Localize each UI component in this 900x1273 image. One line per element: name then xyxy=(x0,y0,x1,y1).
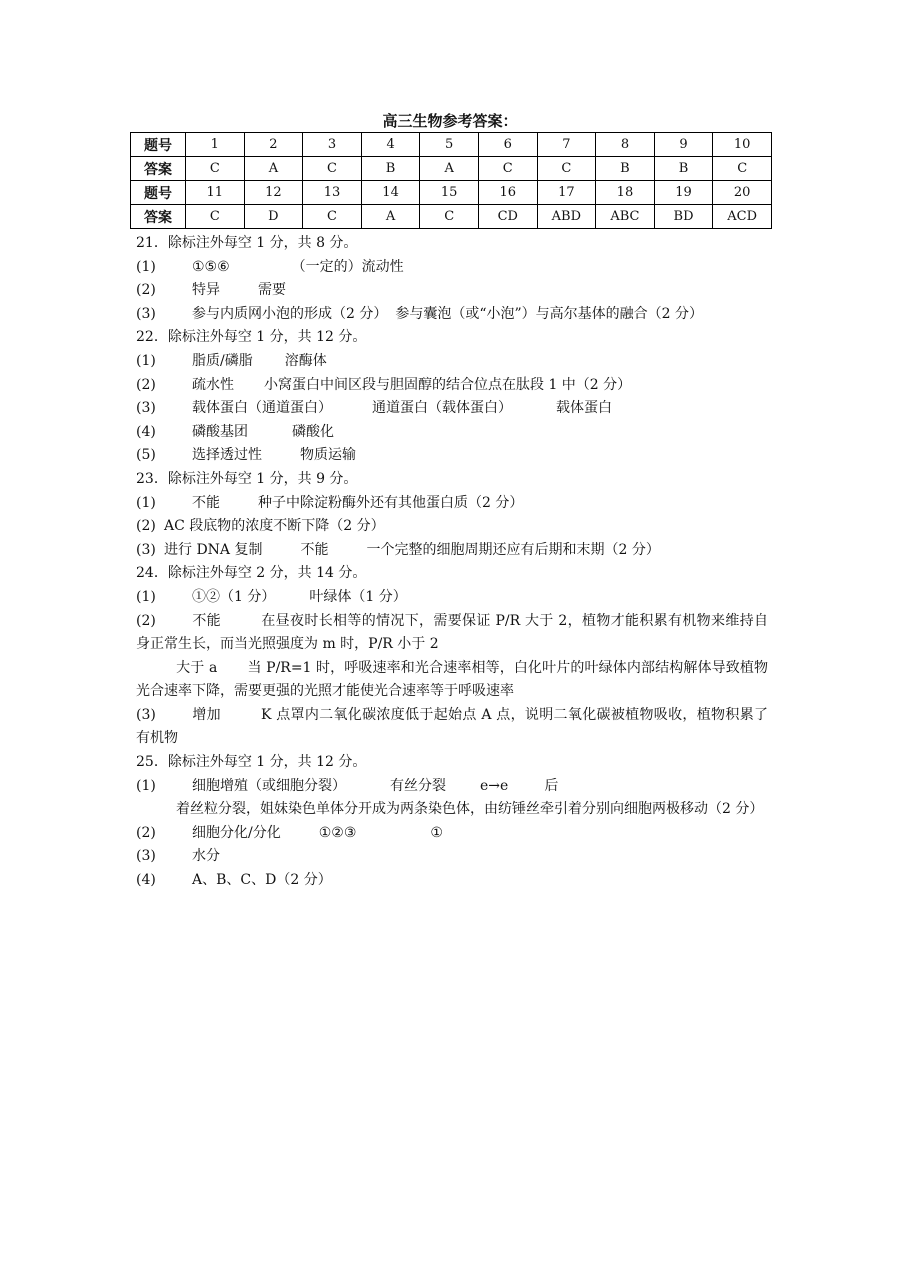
answer-line xyxy=(136,586,768,610)
answer-text: AC 段底物的浓度不断下降（2 分） xyxy=(164,518,385,535)
answer-line xyxy=(136,869,768,893)
answer-text: 需要 xyxy=(258,282,286,299)
answer-text: 选择透过性 xyxy=(192,447,262,464)
table-cell: 11 xyxy=(186,181,245,205)
answer-text: ①②（1 分） xyxy=(192,588,276,605)
answer-line xyxy=(136,350,768,374)
answer-text: 溶酶体 xyxy=(284,352,327,369)
table-row xyxy=(131,181,772,205)
answer-line xyxy=(136,397,768,421)
answer-line xyxy=(136,279,768,303)
answer-paragraph xyxy=(136,704,768,751)
answer-text: 小窝蛋白中间区段与胆固醇的结合位点在肽段 1 中（2 分） xyxy=(264,376,632,393)
answer-line xyxy=(136,515,768,539)
table-cell: C xyxy=(420,205,479,229)
answer-text: 不能 xyxy=(300,541,329,558)
item-number: (2) xyxy=(136,612,156,629)
answer-text: 脂质/磷脂 xyxy=(192,352,253,369)
answer-text: K 点罩内二氧化碳浓度低于起始点 A 点，说明二氧化碳被植物吸收，植物积累了有机物 xyxy=(136,706,769,747)
item-number: (1) xyxy=(136,588,156,605)
item-number: (1) xyxy=(136,494,156,511)
table-cell: C xyxy=(537,157,596,181)
table-cell: C xyxy=(303,157,362,181)
answer-table xyxy=(130,132,772,229)
table-cell: C xyxy=(186,205,245,229)
item-number: (3) xyxy=(136,706,156,723)
table-cell: 13 xyxy=(303,181,362,205)
table-cell: 8 xyxy=(596,133,655,157)
item-number: (3) xyxy=(136,400,156,417)
section-heading: 21．除标注外每空 1 分，共 8 分。 xyxy=(136,235,358,251)
table-cell: C xyxy=(186,157,245,181)
table-cell: CD xyxy=(478,205,537,229)
item-number: (2) xyxy=(136,376,156,393)
item-number: (4) xyxy=(136,423,156,440)
answer-text: 物质运输 xyxy=(300,447,356,464)
table-row xyxy=(131,133,772,157)
section-heading: 23．除标注外每空 1 分，共 9 分。 xyxy=(136,470,358,487)
answer-text: 叶绿体（1 分） xyxy=(309,588,407,605)
answer-text: 当 P/R=1 时，呼吸速率和光合速率相等，白化叶片的叶绿体内部结构解体导致植物光合速率下降，需要更强的光照才能使光合速率等于呼吸速率 xyxy=(136,659,768,700)
answer-text: 细胞分化/分化 xyxy=(192,824,281,841)
table-cell: B xyxy=(654,157,713,181)
answer-text: 增加 xyxy=(192,706,221,723)
table-cell: BD xyxy=(654,205,713,229)
page-title: 高三生物参考答案： xyxy=(382,112,518,130)
row-label: 题号 xyxy=(131,181,186,205)
answer-text: 疏水性 xyxy=(192,376,234,393)
answer-text: 一个完整的细胞周期还应有后期和末期（2 分） xyxy=(366,541,660,558)
answer-text: 有丝分裂 xyxy=(390,777,446,794)
answer-text: 细胞增殖（或细胞分裂） xyxy=(192,777,346,794)
table-cell: C xyxy=(478,157,537,181)
answer-line xyxy=(136,444,768,468)
answer-paragraph xyxy=(136,657,768,704)
answer-text: 磷酸化 xyxy=(292,423,334,440)
item-number: (5) xyxy=(136,447,156,464)
table-cell: ABD xyxy=(537,205,596,229)
answer-line xyxy=(136,374,768,398)
table-cell: B xyxy=(596,157,655,181)
answer-text: 着丝粒分裂，姐妹染色单体分开成为两条染色体，由纺锤丝牵引着分别向细胞两极移动（2 分） xyxy=(176,801,764,818)
table-cell: B xyxy=(361,157,420,181)
table-cell: 6 xyxy=(478,133,537,157)
answer-text: e→e xyxy=(480,777,509,794)
answer-line xyxy=(136,421,768,445)
answer-text: （一定的）流动性 xyxy=(291,258,404,275)
table-cell: 9 xyxy=(654,133,713,157)
table-cell: 16 xyxy=(478,181,537,205)
answer-line xyxy=(136,775,768,799)
answer-line xyxy=(136,539,768,563)
row-label: 题号 xyxy=(131,133,186,157)
item-number: (2) xyxy=(136,824,156,841)
table-cell: 3 xyxy=(303,133,362,157)
answer-text: 后 xyxy=(544,777,559,794)
answer-text: 载体蛋白（通道蛋白） xyxy=(192,400,332,417)
answer-text: 进行 DNA 复制 xyxy=(164,541,263,558)
item-number: (3) xyxy=(136,541,156,558)
answer-text: 磷酸基团 xyxy=(192,423,248,440)
table-cell: ABC xyxy=(596,205,655,229)
table-cell: C xyxy=(713,157,772,181)
table-cell: ACD xyxy=(713,205,772,229)
answer-text: 在昼夜时长相等的情况下，需要保证 P/R 大于 2，植物才能积累有机物来维持自身正常生长，而当光照强度为 m 时，P/R 小于 2 xyxy=(136,612,769,653)
answer-text: 参与囊泡（或“小泡”）与高尔基体的融合（2 分） xyxy=(395,305,704,322)
answer-text: ①⑤⑥ xyxy=(192,258,230,275)
answer-text: 水分 xyxy=(192,848,220,865)
row-label: 答案 xyxy=(131,205,186,229)
answer-line xyxy=(136,822,768,846)
table-cell: 17 xyxy=(537,181,596,205)
table-cell: 2 xyxy=(244,133,303,157)
table-cell: 5 xyxy=(420,133,479,157)
answer-text: 大于 a xyxy=(176,659,218,676)
section-heading: 22．除标注外每空 1 分，共 12 分。 xyxy=(136,329,367,346)
answer-text: ① xyxy=(430,824,443,841)
answer-line xyxy=(136,492,768,516)
answer-text: 通道蛋白（载体蛋白） xyxy=(372,400,512,417)
answer-text: 种子中除淀粉酶外还有其他蛋白质（2 分） xyxy=(258,494,524,511)
table-cell: 15 xyxy=(420,181,479,205)
table-cell: C xyxy=(303,205,362,229)
answer-line xyxy=(136,845,768,869)
answer-line xyxy=(136,303,768,327)
answer-text: ①②③ xyxy=(318,824,357,841)
answer-body xyxy=(136,232,768,893)
table-cell: 7 xyxy=(537,133,596,157)
answer-text: 参与内质网小泡的形成（2 分） xyxy=(192,305,388,322)
table-row xyxy=(131,205,772,229)
row-label: 答案 xyxy=(131,157,186,181)
section-heading: 24．除标注外每空 2 分，共 14 分。 xyxy=(136,565,367,582)
table-cell: 1 xyxy=(186,133,245,157)
table-row xyxy=(131,157,772,181)
answer-text: 载体蛋白 xyxy=(556,400,612,417)
item-number: (3) xyxy=(136,848,156,865)
table-cell: A xyxy=(244,157,303,181)
table-cell: 10 xyxy=(713,133,772,157)
table-cell: A xyxy=(361,205,420,229)
item-number: (2) xyxy=(136,282,156,299)
table-cell: 12 xyxy=(244,181,303,205)
answer-line xyxy=(136,256,768,280)
table-cell: 4 xyxy=(361,133,420,157)
answer-text: 不能 xyxy=(192,612,222,629)
table-cell: 14 xyxy=(361,181,420,205)
table-cell: 20 xyxy=(713,181,772,205)
table-cell: A xyxy=(420,157,479,181)
item-number: (4) xyxy=(136,872,156,889)
item-number: (1) xyxy=(136,352,156,369)
answer-paragraph xyxy=(136,610,768,657)
section-heading: 25．除标注外每空 1 分，共 12 分。 xyxy=(136,754,367,771)
item-number: (1) xyxy=(136,777,156,794)
table-cell: 18 xyxy=(596,181,655,205)
answer-text: 不能 xyxy=(192,494,220,511)
item-number: (3) xyxy=(136,305,156,322)
answer-text: 特异 xyxy=(192,282,220,299)
answer-text: A、B、C、D（2 分） xyxy=(192,872,332,889)
item-number: (1) xyxy=(136,258,156,275)
answer-paragraph xyxy=(136,798,768,822)
item-number: (2) xyxy=(136,518,156,535)
table-cell: D xyxy=(244,205,303,229)
table-cell: 19 xyxy=(654,181,713,205)
